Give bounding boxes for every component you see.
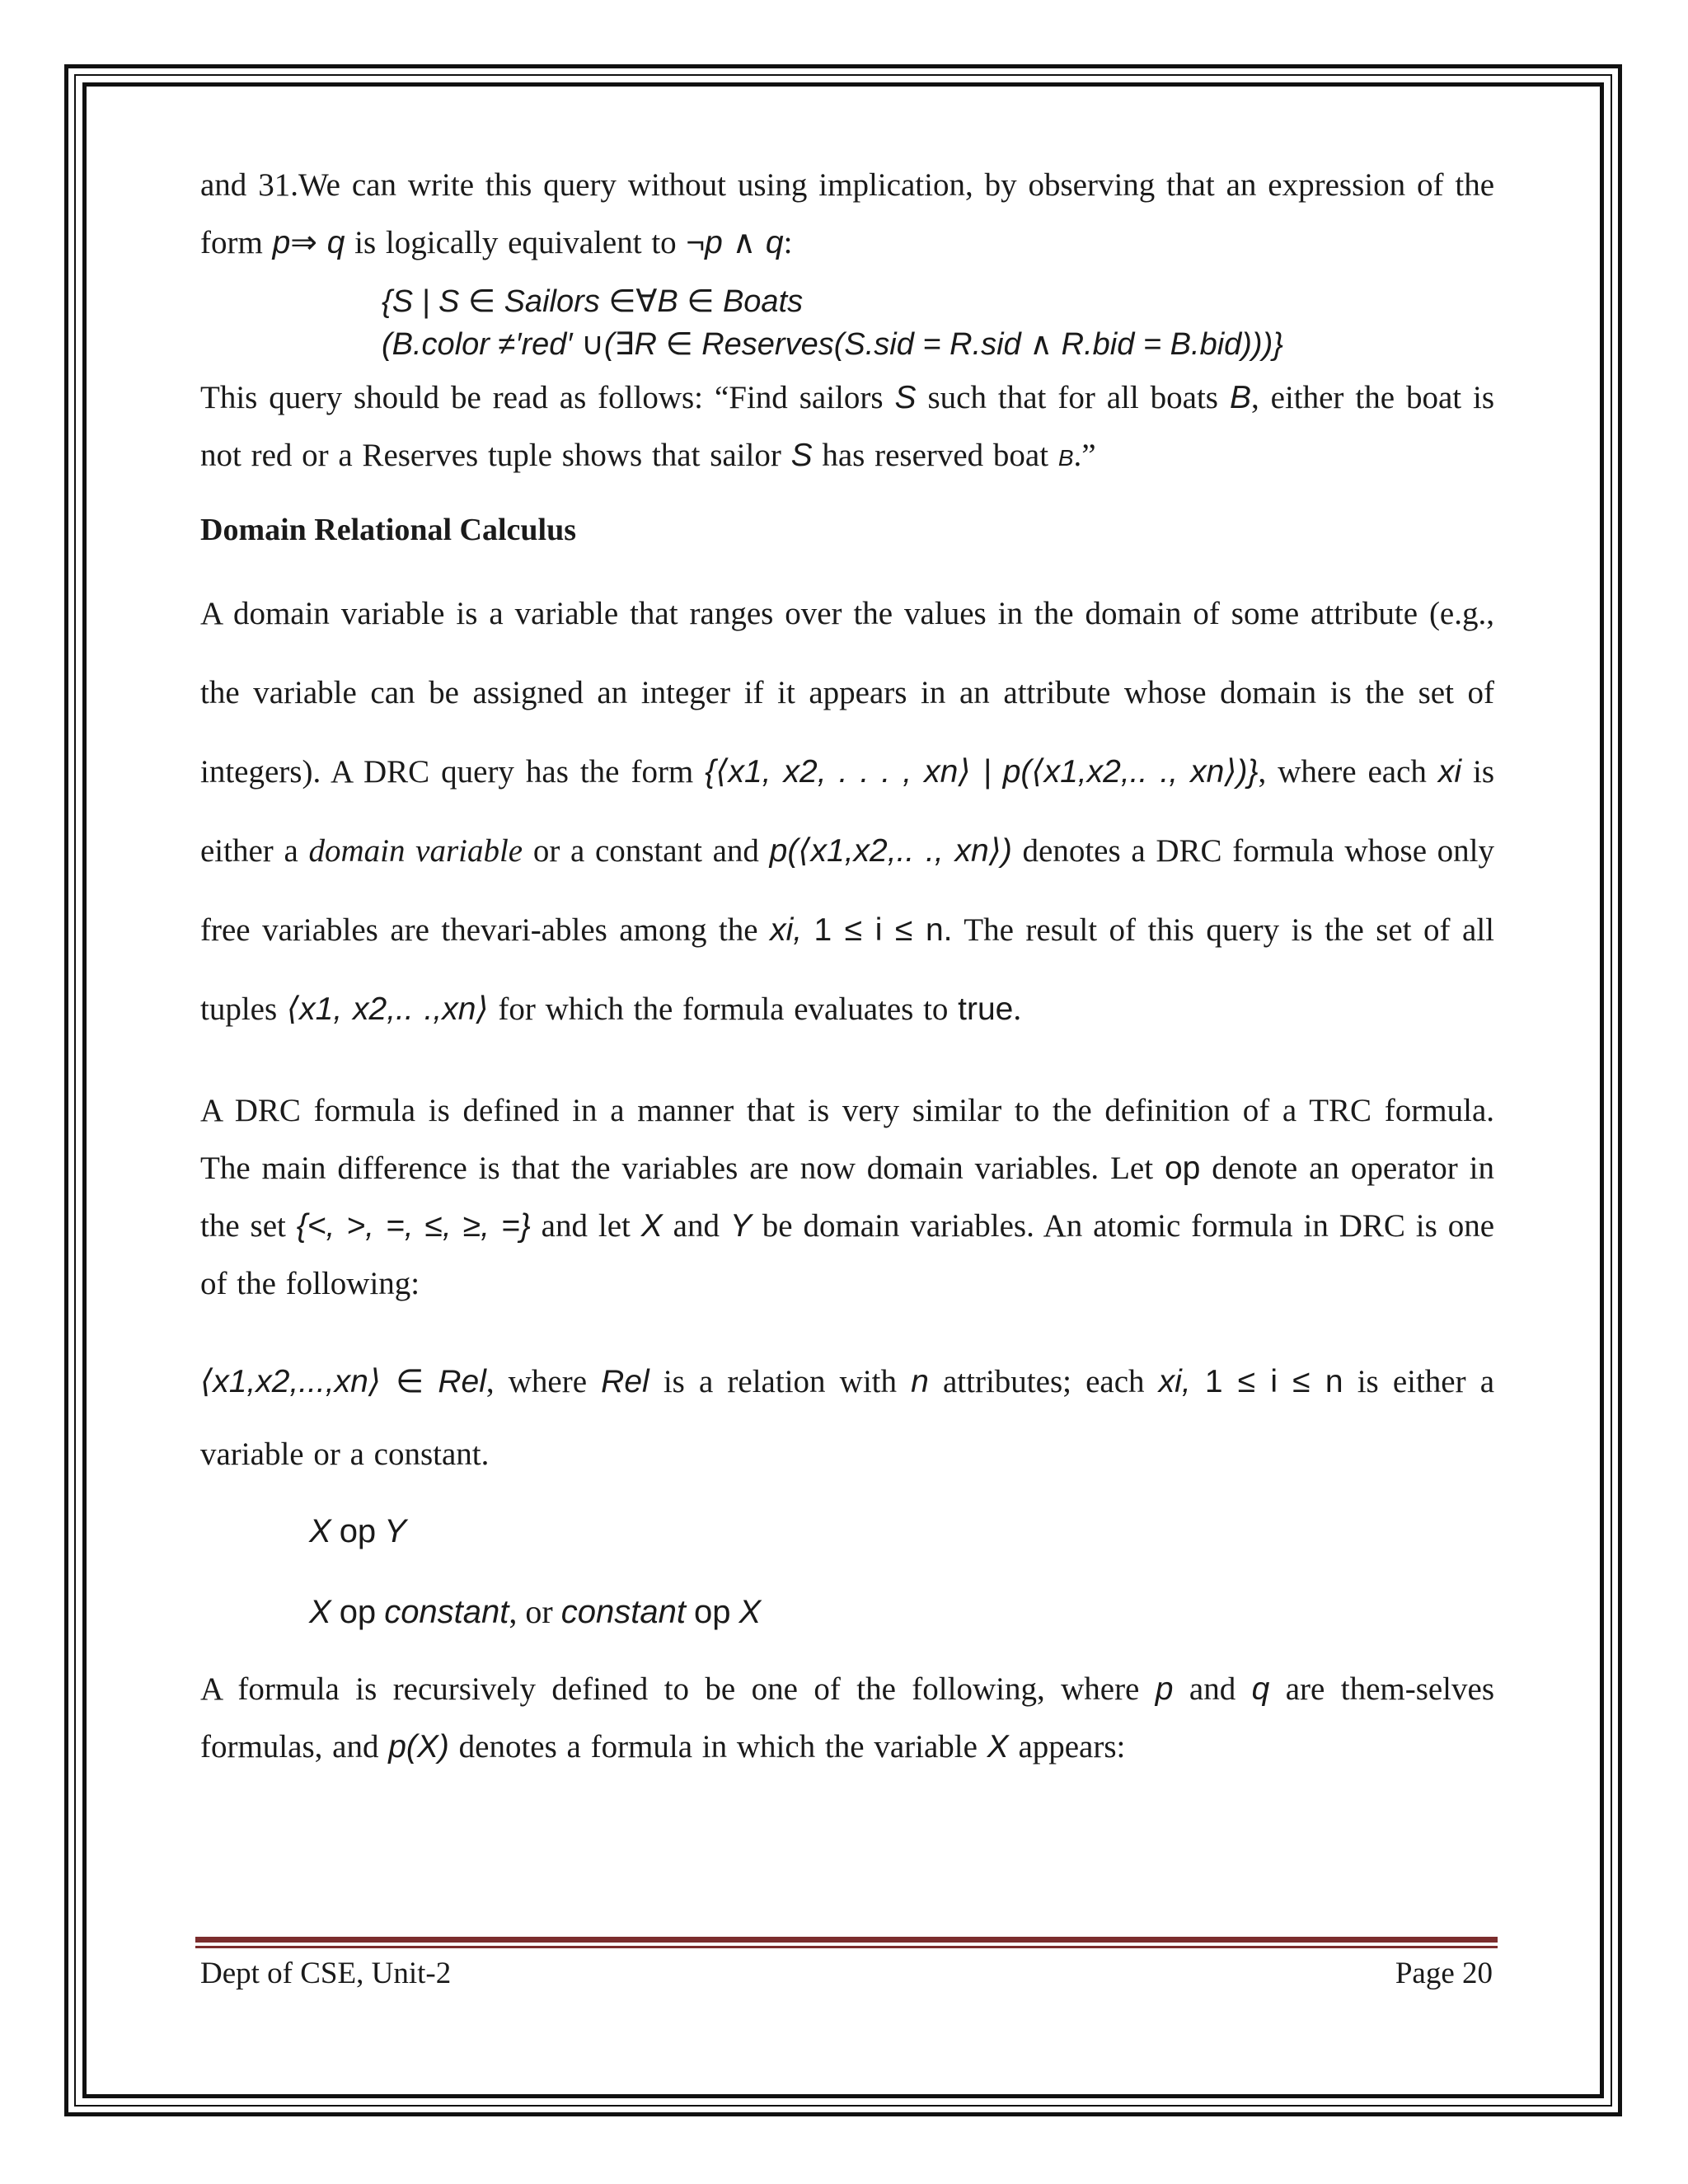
- drc-formula-paragraph: A DRC formula is defined in a manner that is very similar to the definition of a TRC formula. The main difference is that the variables are now domain variables. Let op denote an operator in the set {<, >, =, ≤, ≥, =} and let X and Y be domain variables. An atomic formula in DRC is one of the following:: [200, 1093, 1495, 1301]
- atomic-relation-paragraph: ⟨x1,x2,...,xn⟩ ∈ Rel, where Rel is a relation with n attributes; each xi, 1 ≤ i ≤ n is either a variable or a constant.: [200, 1364, 1495, 1472]
- footer-department: Dept of CSE, Unit-2: [200, 1957, 452, 1990]
- trc-formula-line-2: (B.color ≠′red′ ∪(∃R ∈ Reserves(S.sid = R.sid ∧ R.bid = B.bid)))}: [382, 327, 1283, 362]
- recursive-definition-paragraph: A formula is recursively defined to be one of the following, where p and q are them-selves formulas, and p(X) denotes a formula in which the variable X appears:: [200, 1671, 1495, 1765]
- footer-rule-thin: [195, 1946, 1498, 1948]
- spacer: [200, 1313, 1494, 1346]
- intro-paragraph: and 31.We can write this query without using implication, by observing that an expression of the form p⇒ q is logically equivalent to ¬p ∧ q:: [200, 167, 1495, 260]
- query-reading-paragraph: This query should be read as follows: “Find sailors S such that for all boats B, either the boat is not red or a Reserves tuple shows that sailor S has reserved boat B.”: [200, 380, 1495, 473]
- atomic-formula-1: X op Y: [309, 1513, 406, 1549]
- spacer: [200, 1049, 1494, 1082]
- section-heading: Domain Relational Calculus: [200, 513, 577, 547]
- trc-formula-line-1: {S | S ∈ Sailors ∈∀B ∈ Boats: [382, 284, 804, 319]
- footer-page-number: Page 20: [1395, 1957, 1493, 1990]
- atomic-formula-2: X op constant, or constant op X: [309, 1593, 762, 1630]
- footer-rule-thick: [195, 1937, 1498, 1943]
- drc-definition-paragraph: A domain variable is a variable that ranges over the values in the domain of some attribute (e.g., the variable can be assigned an integer if it appears in an attribute whose domain is the set of integers). A DRC query has the form {⟨x1, x2, . . . , xn⟩ | p(⟨x1,x2,.. ., xn⟩)}, where each xi is either a domain variable or a constant and p(⟨x1,x2,.. ., xn⟩) denotes a DRC formula whose only free variables are thevari-ables among the xi, 1 ≤ i ≤ n. The result of this query is the set of all tuples ⟨x1, x2,.. .,xn⟩ for which the formula evaluates to true.: [200, 596, 1495, 1027]
- trc-query-formula: [382, 280, 1494, 366]
- page-content: [200, 157, 1494, 1776]
